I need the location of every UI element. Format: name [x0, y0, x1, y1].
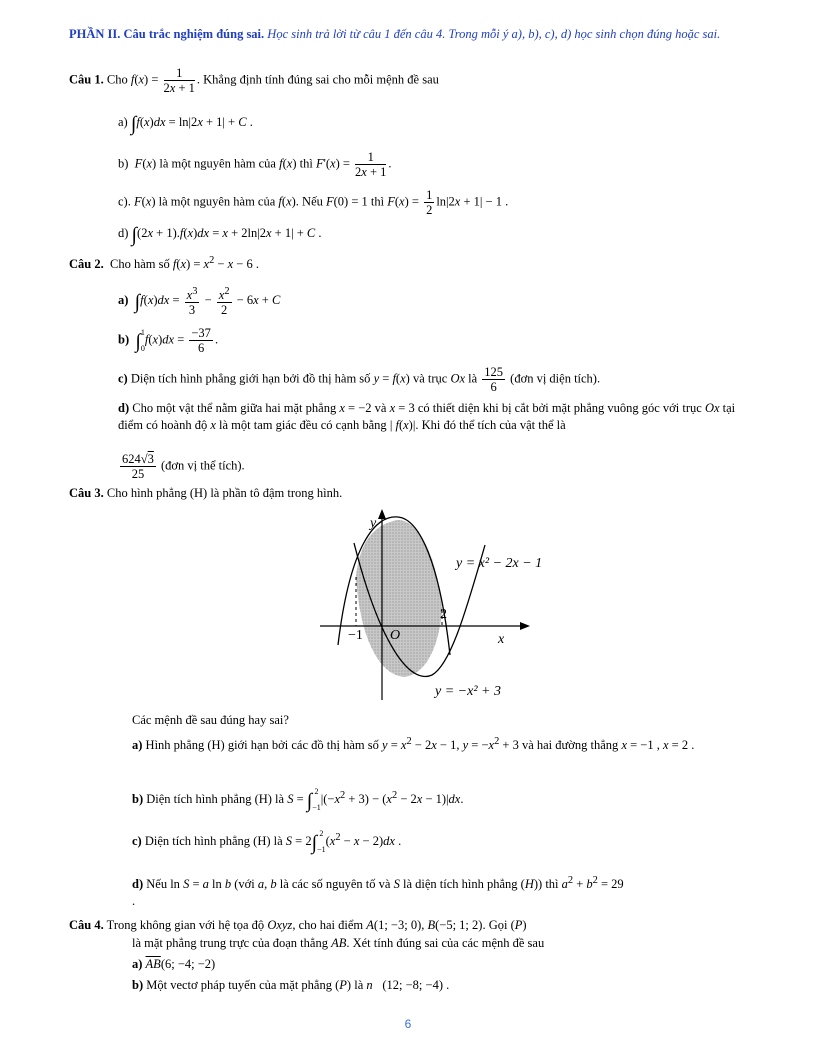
q2-d-text7: (đơn vị thể tích).: [161, 458, 245, 473]
q3-d-text5: ) thì: [538, 877, 559, 892]
q2-c-label: c): [118, 371, 128, 386]
q2-c-text2: và trục: [412, 371, 448, 386]
q4-label: Câu 4.: [69, 918, 104, 932]
x-axis-label: x: [498, 632, 505, 647]
q4-b-label: b): [132, 978, 144, 992]
q1-option-b: b) F(x) là một nguyên hàm của f(x) thì F'(x) = $\frac{1}{2x + 1}$ .: [118, 150, 392, 179]
q2-option-a: a) ∫f(x)dx = $\frac{x^3}{3}$ − $\frac{x^2}{2}$ − 6x + C: [118, 286, 281, 318]
q3-graph: [320, 505, 560, 705]
q3-option-c: c) Diện tích hình phẳng (H) là S = 2∫ 2 $-1(x^2 - x - 2)dx$ .: [132, 829, 402, 855]
q4-text4: là mặt phẳng trung trực của đoạn thẳng: [132, 936, 328, 950]
q1-c-mid3: thì: [370, 194, 385, 209]
q3-d-text2: (với: [234, 877, 255, 892]
q4-text2: , cho hai điểm: [292, 918, 364, 932]
q1-b-mid2: thì: [299, 156, 313, 171]
q2-stem-text: Cho hàm số: [109, 257, 170, 272]
q3-d-label: d): [132, 877, 144, 892]
q1-d-label: d): [118, 226, 129, 240]
q3-stem: [69, 485, 342, 501]
q3-stem-text: Cho hình phẳng (H) là phần tô đậm trong hình.: [106, 486, 343, 500]
q2-d-text6: . Khi đó thể tích của vật thể là: [415, 418, 566, 432]
y-axis-arrow: [378, 509, 386, 519]
q4-a-label: a): [132, 957, 143, 971]
curve2-label: y = −x² + 3: [435, 684, 501, 699]
q4-b-text2: là: [354, 978, 364, 992]
q4-option-b: b) Một vectơ pháp tuyến của mặt phẳng (P) là n⃗(12; −8; −4) .: [132, 978, 450, 992]
q4-text3: . Gọi: [482, 918, 508, 932]
q2-b-label: b): [118, 332, 130, 347]
q3-b-text: Diện tích hình phẳng (H) là: [146, 792, 285, 807]
q3-d-text1: Nếu: [146, 877, 168, 892]
q4-option-a: a) $\overline{AB}(6$; −4; −2): [132, 957, 216, 971]
q3-c-text: Diện tích hình phẳng (H) là: [144, 834, 283, 849]
q3-a-text2: và hai đường thẳng: [521, 738, 619, 753]
q4-stem: Câu 4. Trong không gian với hệ tọa độ Oxyz, cho hai điểm A(1; −3; 0), B(−5; 1; 2). Gọi (P): [69, 918, 527, 932]
origin-label: O: [390, 628, 401, 643]
q1-option-a: a) ∫f(x)dx = ln|2x + 1| + C .: [118, 113, 253, 135]
q3-prompt: Các mệnh đề sau đúng hay sai?: [132, 713, 289, 727]
q1-option-c: c). F(x) là một nguyên hàm của f(x). Nếu F(0) = 1 thì F(x) = $\frac{1}{2}$ ln|2x + 1| − 1 .: [118, 188, 509, 217]
q2-d-label: d): [118, 401, 130, 415]
q4-text1: Trong không gian với hệ tọa độ: [106, 918, 265, 932]
q1-a-label: a): [118, 115, 128, 129]
label-minus1: −1: [348, 628, 363, 643]
q2-d-text3: có thiết diện khi bị cắt bởi mặt phẳng vuông góc với trục: [417, 401, 702, 415]
q2-c-text4: (đơn vị diện tích).: [510, 371, 601, 386]
q1-stem-post: . Khẳng định tính đúng sai cho mỗi mệnh đề sau: [196, 72, 439, 87]
q2-d-text4: tại điểm có hoành độ: [118, 401, 736, 432]
page-number: 6: [404, 1017, 412, 1031]
q2-option-d: d) Cho một vật thể nằm giữa hai mặt phẳng x = −2 và x = 3 có thiết diện khi bị cắt bởi mặt phẳng vuông góc với trục Ox tại điểm có hoành độ x là một tam giác đều có cạnh bằng | f(x)|. Khi đó thể tích của vật thể là: [118, 401, 736, 432]
q2-stem: Câu 2. Cho hàm số $f(x) = x^2 - x - 6$ .: [69, 255, 259, 272]
q3-option-b: b) Diện tích hình phẳng (H) là S = ∫ 2 $-1|(-x^2 + 3) - (x^2 - 2x - 1)|dx$.: [132, 787, 464, 813]
q2-c-text3: là: [468, 371, 478, 386]
q1-c-mid1: là một nguyên hàm của: [158, 194, 276, 209]
q1-stem-pre: Cho: [106, 72, 128, 87]
q3-b-label: b): [132, 792, 144, 807]
q2-d-text1: Cho một vật thể nằm giữa hai mặt phẳng: [132, 401, 337, 415]
q2-d-text5: là một tam giác đều có cạnh bằng: [219, 418, 387, 432]
q1-c-mid2: . Nếu: [295, 194, 323, 209]
q3-c-label: c): [132, 834, 142, 849]
q4-b-text: Một vectơ pháp tuyến của mặt phẳng: [146, 978, 332, 992]
shaded-region: [356, 520, 442, 677]
q2-option-d-value: $\frac{624√3}{25}$ (đơn vị thể tích).: [122, 452, 245, 481]
y-axis-label: y: [370, 516, 377, 531]
curve1-label: y = x² − 2x − 1: [456, 556, 543, 571]
section-title: [69, 26, 749, 42]
q3-trailing-dot: .: [132, 894, 136, 908]
q3-d-text4: là diện tích hình phẳng: [402, 877, 518, 892]
q3-option-a: a) Hình phẳng (H) giới hạn bởi các đồ thị hàm số $y = x^2 - 2x - 1$, $y = -x^2 + 3$ và hai đường thẳng x = −1 , x = 2 .: [132, 736, 695, 753]
q3-option-d: d) Nếu ln S = a ln b (với a, b là các số nguyên tố và S là diện tích hình phẳng (H)) thì $a^2 + b^2 = 29$: [132, 875, 624, 892]
q1-label: Câu 1.: [69, 72, 104, 87]
q2-d-text2: và: [374, 401, 387, 415]
q3-d-text3: là các số nguyên tố và: [279, 877, 391, 892]
q1-c-label: c).: [118, 194, 131, 209]
q1-b-label: b): [118, 156, 129, 171]
q3-a-label: a): [132, 738, 143, 753]
q2-c-text1: Diện tích hình phẳng giới hạn bởi đồ thị hàm số: [130, 371, 371, 386]
q3-a-text1: Hình phẳng (H) giới hạn bởi các đồ thị hàm số: [145, 738, 379, 753]
section-title-instructions: Học sinh trả lời từ câu 1 đến câu 4. Trong mỗi ý a), b), c), d) học sinh chọn đúng hoặc sai.: [267, 27, 721, 41]
q4-stem-cont: là mặt phẳng trung trực của đoạn thẳng AB. Xét tính đúng sai của các mệnh đề sau: [132, 936, 545, 950]
q2-a-label: a): [118, 292, 129, 307]
label-2: 2: [440, 607, 447, 622]
q1-option-d: d) ∫(2x + 1).f(x)dx = x + 2ln|2x + 1| + C .: [118, 224, 322, 246]
q1-stem: Câu 1. Cho f(x) = $\frac{1}{2x + 1}$ . Khẳng định tính đúng sai cho mỗi mệnh đề sau: [69, 66, 439, 95]
q2-label: Câu 2.: [69, 257, 104, 272]
q4-text5: . Xét tính đúng sai của các mệnh đề sau: [346, 936, 545, 950]
q2-option-c: c) Diện tích hình phẳng giới hạn bởi đồ thị hàm số y = f(x) và trục Ox là $\frac{125}{6}$ (đơn vị diện tích).: [118, 365, 601, 394]
q2-option-b: b) ∫1 0f(x)dx = $\frac{-37}{6}$ .: [118, 326, 219, 355]
section-title-bold: PHẦN II. Câu trắc nghiệm đúng sai.: [69, 27, 265, 41]
x-axis-arrow: [520, 622, 530, 630]
q1-b-mid1: là một nguyên hàm của: [159, 156, 276, 171]
q3-label: Câu 3.: [69, 486, 104, 500]
